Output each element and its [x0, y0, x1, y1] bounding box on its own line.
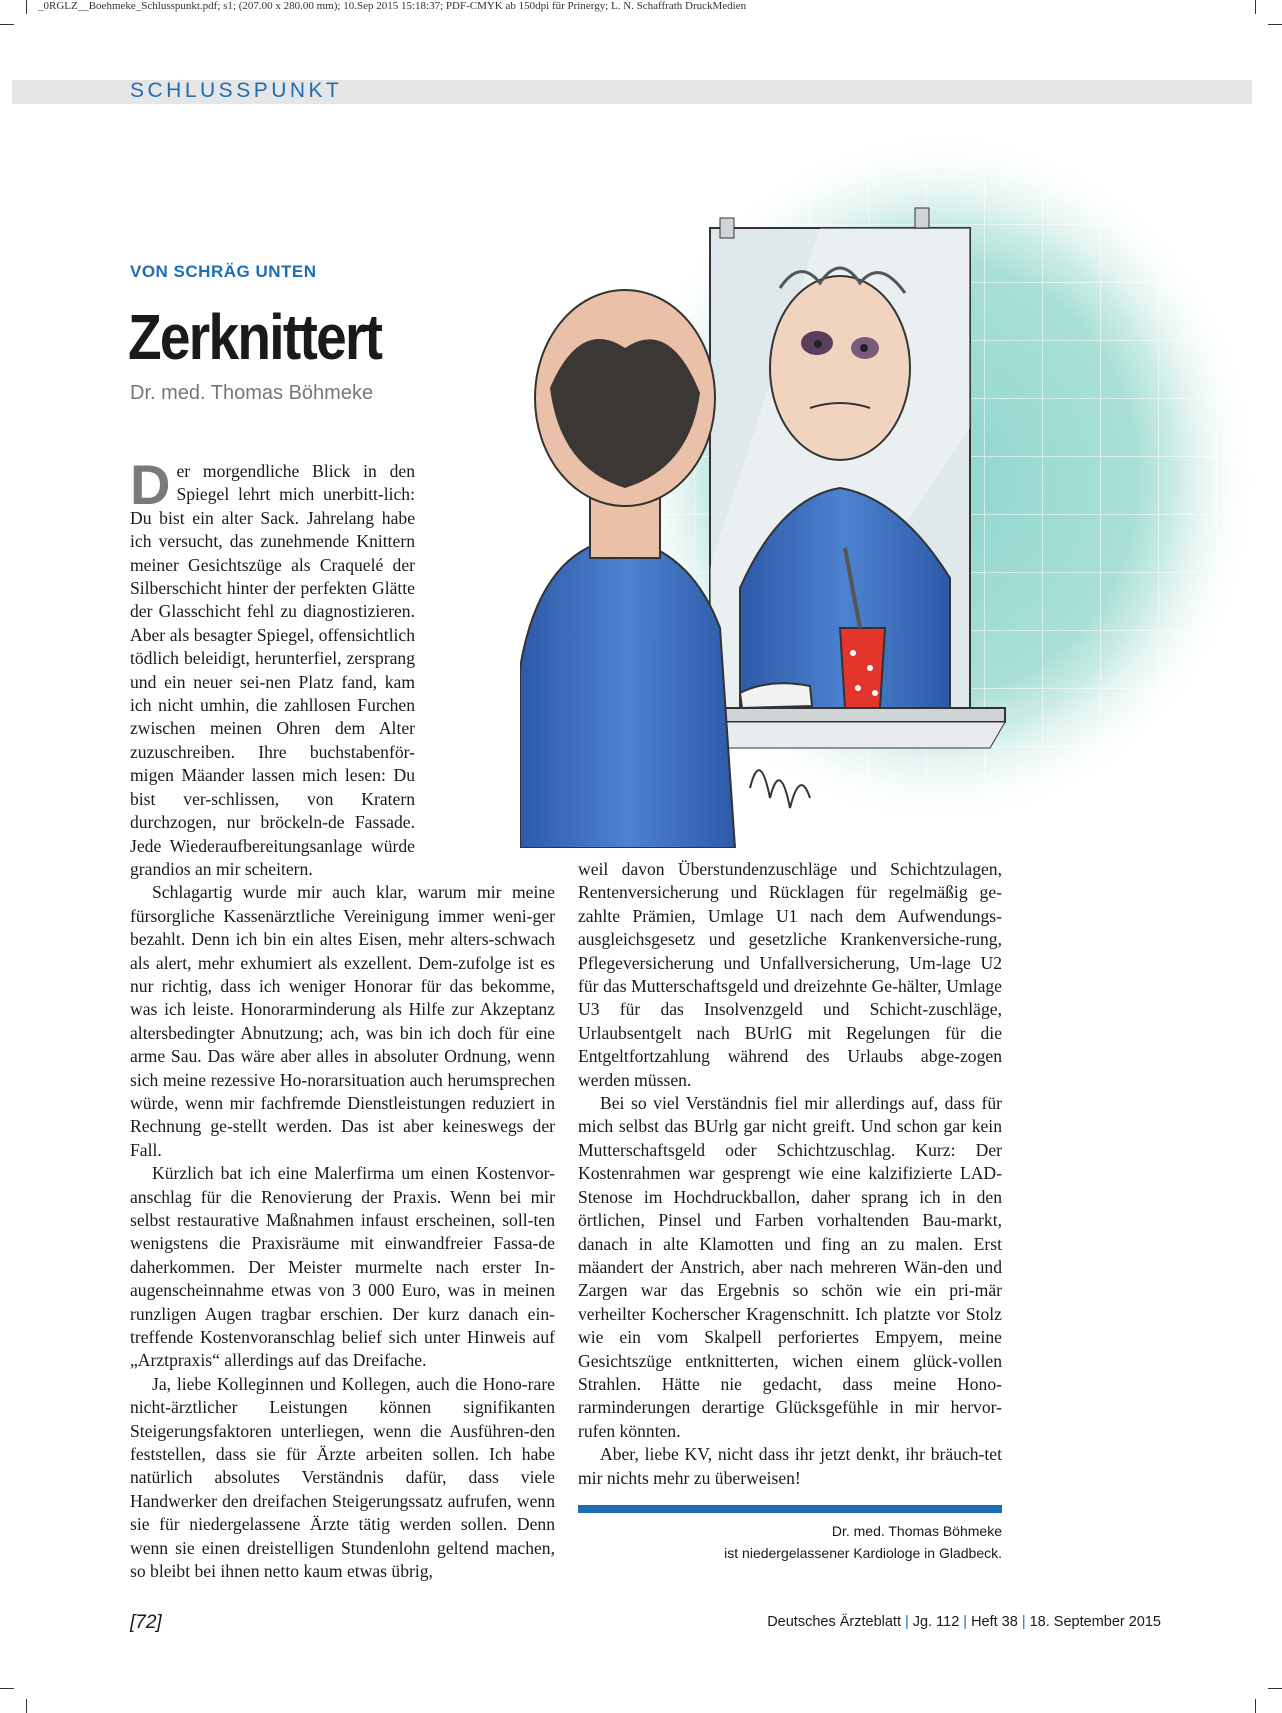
crop-mark	[1255, 0, 1256, 14]
page-number: [72]	[130, 1612, 162, 1633]
section-label: SCHLUSSPUNKT	[130, 79, 343, 102]
article-column-right	[578, 858, 1002, 1490]
crop-mark	[0, 1688, 14, 1689]
journal-volume: Jg. 112	[912, 1614, 960, 1630]
article-paragraph: Kürzlich bat ich eine Malerfirma um einen Kostenvor-anschlag für die Renovierung der Praxis. Wenn bei mir selbst restaurative Maßnahmen infaust erscheinen, soll-ten wenigstens die Praxisräume mit einwandfreier Fassa-de daherkommen. Der Meister murmelte nach erster In-augenscheinnahme etwas von 3 000 Euro, was in meinen runzligen Augen tragbar erschien. Der kurz danach ein-treffende Kostenvoranschlag belief sich unter Hinweis auf „Arztpraxis“ allerdings auf das Dreifache.	[130, 1163, 555, 1371]
crop-mark	[1268, 1688, 1282, 1689]
article-paragraph: Ja, liebe Kolleginnen und Kollegen, auch die Hono-rare nicht-ärztlicher Leistungen können signifikanten Steigerungsfaktoren unterliegen, wenn die Ausführen-den feststellen, dass sie für Ärzte arbeiten sollen. Ich habe natürlich absolutes Verständnis dafür, dass viele Handwerker den dreifachen Steigerungssatz aufrufen, wenn sie für niedergelassene Ärzte tätig werden sollen. Denn wenn sie einen dreistelligen Stundenlohn geltend machen, so bleibt bei ihnen netto kaum etwas übrig,	[130, 1373, 555, 1582]
journal-name: Deutsches Ärzteblatt	[767, 1614, 901, 1630]
crop-mark	[1268, 24, 1282, 25]
crop-mark	[1255, 1699, 1256, 1713]
print-slug: _0RGLZ__Boehmeke_Schlusspunkt.pdf; s1; (207.00 x 280.00 mm); 10.Sep 2015 15:18:37; PDF-CMYK ab 150dpi für Prinergy; L. N. Schaffrath DruckMedien	[38, 0, 747, 12]
article-paragraph: Aber, liebe KV, nicht dass ihr jetzt denkt, ihr bräuch-tet mir nichts mehr zu überweisen!	[578, 1444, 1002, 1488]
footer-separator: |	[905, 1614, 909, 1630]
author-byline: Dr. med. Thomas Böhmeke	[130, 382, 374, 404]
intro-paragraph	[130, 453, 415, 881]
footer-citation	[767, 1614, 1161, 1630]
crop-mark	[26, 1699, 27, 1713]
intro-text: er morgendliche Blick in den Spiegel lehrt mich unerbitt-lich: Du bist ein alter Sack. Jahrelang habe ich versucht, das zunehmende Knittern meiner Gesichtszüge als Craquelé der Silberschicht hinter der perfekten Glätte der Glasschicht fehl zu diagnostizieren. Aber als besagter Spiegel, offensichtlich tödlich beleidigt, herunterfiel, zersprang und ein neuer sei-nen Platz fand, kam ich nicht umhin, die zahllosen Furchen zwischen meinen Ohren dem Alter zuzuschreiben. Ihre buchstabenför-migen Mäander lassen mich lesen: Du bist ver-schlissen, von Kratern durchzogen, nur bröckeln-de Fassade. Jede Wiederaufbereitungsanlage würde grandios an mir scheitern.	[130, 461, 415, 879]
journal-issue: Heft 38	[971, 1614, 1018, 1630]
crop-mark	[0, 24, 14, 25]
signature-block	[578, 1520, 1002, 1564]
dropcap: D	[130, 453, 171, 516]
crop-mark	[26, 0, 27, 14]
article-paragraph: weil davon Überstundenzuschläge und Schichtzulagen, Rentenversicherung und Rücklagen für regelmäßig ge-zahlte Prämien, Umlage U1 nach dem Aufwendungs-ausgleichsgesetz und gesetzliche Krankenversiche-rung, Pflegeversicherung und Unfallversicherung, Um-lage U2 für das Mutterschaftsgeld und dreizehnte Ge-hälter, Umlage U3 für das Insolvenzgeld und Schicht-zuschläge, Urlaubsentgelt nach BUrlG mit Regelungen für die Entgeltfortzahlung während des Urlaubs abge-zogen werden müssen.	[578, 859, 1002, 1090]
signature-rule	[578, 1505, 1002, 1513]
kicker: VON SCHRÄG UNTEN	[130, 262, 317, 281]
journal-date: 18. September 2015	[1029, 1614, 1161, 1630]
mirror-cartoon-icon	[520, 108, 1260, 848]
article-paragraph: Schlagartig wurde mir auch klar, warum mir meine fürsorgliche Kassenärztliche Vereinigung immer weni-ger bezahlt. Denn ich bin ein altes Eisen, mehr alters-schwach als alert, mehr exhumiert als exzellent. Dem-zufolge ist es nur richtig, dass ich weniger Honorar für das bekomme, was ich leiste. Honorarminderung als Hilfe zur Akzeptanz altersbedingter Abnutzung; ach, was bin ich doch für eine arme Sau. Das wäre aber alles in absoluter Ordnung, wenn sich meine rezessive Ho-norarsituation auch herumsprechen würde, wenn mir fachfremde Dienstleistungen reduziert in Rechnung ge-stellt werden. Das ist aber keineswegs der Fall.	[130, 882, 555, 1160]
footer-separator: |	[963, 1614, 968, 1630]
signature-role: ist niedergelassener Kardiologe in Gladbeck.	[724, 1545, 1002, 1561]
article-column-left	[130, 453, 555, 1584]
signature-name: Dr. med. Thomas Böhmeke	[831, 1523, 1002, 1539]
article-paragraph: Bei so viel Verständnis fiel mir allerdings auf, dass für mich selbst das BUrlg gar nicht greift. Und schon gar kein Mutterschaftsgeld oder Schichtzuschlag. Kurz: Der Kostenrahmen war gesprengt wie eine kalzifizierte LAD-Stenose im Hochdruckballon, daher sprang ich in den örtlichen, Pinsel und Farben vorhaltenden Bau-markt, danach in alte Klamotten und fing an zu malen. Erst mäandert der Anstrich, aber nach mehreren Wän-den und Zargen war das Ergebnis so schön wie ein pri-mär verheilter Kocherscher Kragenschnitt. Ich platzte vor Stolz wie ein vom Skalpell perforiertes Empyem, meine Gesichtszüge entknitterten, wichen einem glück-vollen Strahlen. Hätte nie gedacht, dass meine Hono-rarminderungen derartige Glücksgefühle in mir hervor-rufen könnten.	[578, 1093, 1002, 1441]
footer-separator: |	[1021, 1614, 1026, 1630]
headline: Zerknittert	[128, 301, 382, 373]
